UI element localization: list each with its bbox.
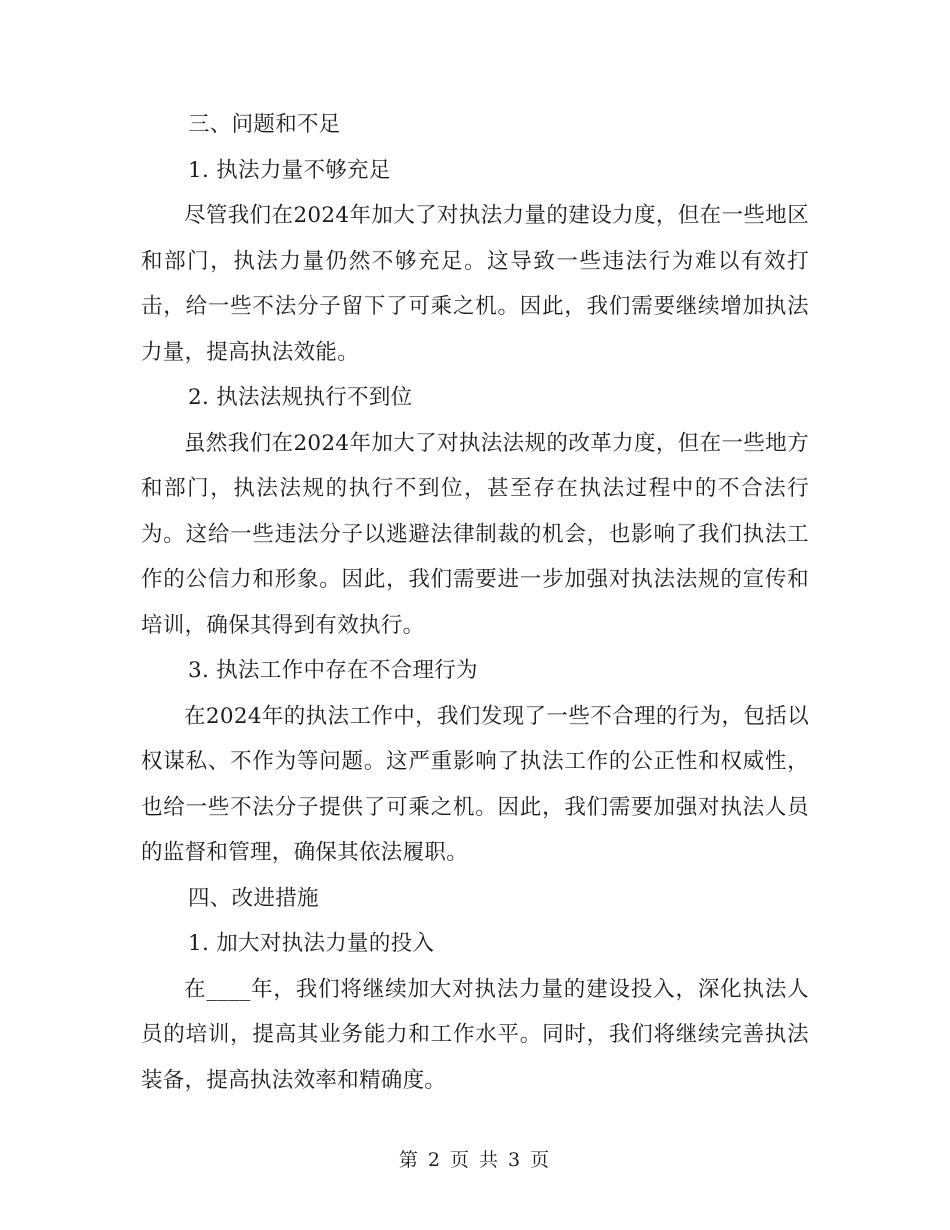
subheading-regulation-execution: 2. 执法法规执行不到位	[188, 385, 413, 410]
section-heading-improvements: 四、改进措施	[188, 885, 319, 911]
document-body	[141, 102, 809, 1103]
subheading-enforcement-force: 1. 执法力量不够充足	[188, 157, 391, 183]
subheading-unreasonable-behavior: 3. 执法工作中存在不合理行为	[188, 658, 478, 683]
paragraph-unreasonable-behavior: 在2024年的执法工作中，我们发现了一些不合理的行为，包括以权谋私、不作为等问题。这严重影响了执法工作的公正性和权威性，也给一些不法分子提供了可乘之机。因此，我们需要加强对执法人员的监督和管理，确保其依法履职。	[141, 703, 809, 865]
paragraph-increase-investment: 在____年，我们将继续加大对执法力量的建设投入，深化执法人员的培训，提高其业务能力和工作水平。同时，我们将继续完善执法装备，提高执法效率和精确度。	[141, 976, 809, 1093]
paragraph-enforcement-force: 尽管我们在2024年加大了对执法力量的建设力度，但在一些地区和部门，执法力量仍然不够充足。这导致一些违法行为难以有效打击，给一些不法分子留下了可乘之机。因此，我们需要继续增加执法力量，提高执法效能。	[141, 203, 809, 365]
section-heading-problems: 三、问题和不足	[188, 112, 341, 137]
paragraph-regulation-execution: 虽然我们在2024年加大了对执法法规的改革力度，但在一些地方和部门，执法法规的执行不到位，甚至存在执法过程中的不合法行为。这给一些违法分子以逃避法律制裁的机会，也影响了我们执法工作的公信力和形象。因此，我们需要进一步加强对执法法规的宣传和培训，确保其得到有效执行。	[141, 430, 809, 638]
subheading-increase-investment: 1. 加大对执法力量的投入	[188, 931, 435, 956]
page-footer: 第 2 页 共 3 页	[398, 1149, 552, 1171]
